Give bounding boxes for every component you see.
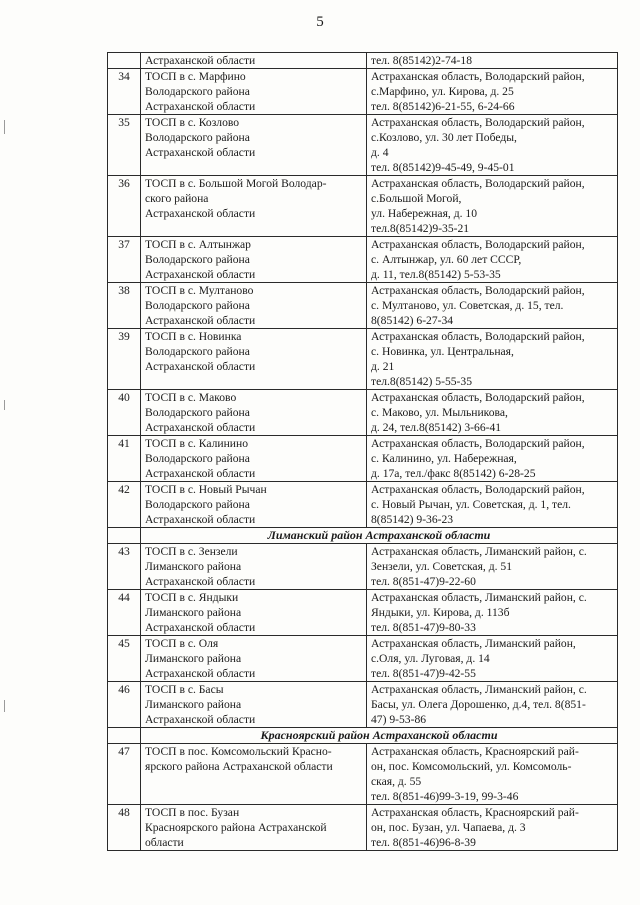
branch-address: Астраханская область, Красноярский рай- он, пос. Комсомольский, ул. Комсомоль- ская, д. 55 тел. 8(851-46)99-3-19, 99-3-46 [367, 744, 618, 805]
branch-name: ТОСП в с. Новый Рычан Володарского района Астраханской области [141, 482, 367, 528]
row-number: 40 [108, 390, 141, 436]
table-row [108, 682, 618, 728]
branch-name: ТОСП в с. Новинка Володарского района Астраханской области [141, 329, 367, 390]
table-row [108, 805, 618, 851]
row-number: 45 [108, 636, 141, 682]
branch-name: ТОСП в с. Мултаново Володарского района Астраханской области [141, 283, 367, 329]
row-number: 36 [108, 176, 141, 237]
section-blank-cell [108, 528, 141, 544]
branch-address: Астраханская область, Володарский район, с. Маково, ул. Мыльникова, д. 24, тел.8(85142) 3-66-41 [367, 390, 618, 436]
page-number: 5 [316, 14, 324, 30]
branch-address: Астраханская область, Лиманский район, с.Оля, ул. Луговая, д. 14 тел. 8(851-47)9-42-55 [367, 636, 618, 682]
scan-margin-mark [4, 400, 5, 410]
branch-address: Астраханская область, Лиманский район, с. Зензели, ул. Советская, д. 51 тел. 8(851-47)9-22-60 [367, 544, 618, 590]
branch-name: ТОСП в с. Калинино Володарского района Астраханской области [141, 436, 367, 482]
row-number: 38 [108, 283, 141, 329]
branches-table [107, 52, 618, 851]
table-row [108, 329, 618, 390]
branch-address: Астраханская область, Володарский район, с. Новый Рычан, ул. Советская, д. 1, тел. 8(85142) 9-36-23 [367, 482, 618, 528]
section-title: Красноярский район Астраханской области [141, 728, 618, 744]
branch-name: ТОСП в с. Марфино Володарского района Астраханской области [141, 69, 367, 115]
section-header-row [108, 528, 618, 544]
branches-table-container [107, 52, 617, 851]
branch-name: Астраханской области [141, 53, 367, 69]
branch-name: ТОСП в с. Басы Лиманского района Астраханской области [141, 682, 367, 728]
branch-name: ТОСП в с. Козлово Володарского района Астраханской области [141, 115, 367, 176]
row-number: 42 [108, 482, 141, 528]
branch-address: Астраханская область, Володарский район, с. Мултаново, ул. Советская, д. 15, тел. 8(85142) 6-27-34 [367, 283, 618, 329]
row-number [108, 53, 141, 69]
table-row [108, 390, 618, 436]
table-body [108, 53, 618, 851]
row-number: 43 [108, 544, 141, 590]
section-title: Лиманский район Астраханской области [141, 528, 618, 544]
branch-name: ТОСП в с. Оля Лиманского района Астраханской области [141, 636, 367, 682]
row-number: 47 [108, 744, 141, 805]
table-row [108, 744, 618, 805]
row-number: 48 [108, 805, 141, 851]
section-header-row [108, 728, 618, 744]
table-row [108, 69, 618, 115]
branch-name: ТОСП в с. Маково Володарского района Астраханской области [141, 390, 367, 436]
table-row [108, 544, 618, 590]
branch-address: Астраханская область, Лиманский район, с. Басы, ул. Олега Дорошенко, д.4, тел. 8(851- 47) 9-53-86 [367, 682, 618, 728]
branch-address: тел. 8(85142)2-74-18 [367, 53, 618, 69]
table-row [108, 590, 618, 636]
row-number: 34 [108, 69, 141, 115]
row-number: 46 [108, 682, 141, 728]
row-number: 44 [108, 590, 141, 636]
section-blank-cell [108, 728, 141, 744]
branch-name: ТОСП в пос. Бузан Красноярского района Астраханской области [141, 805, 367, 851]
row-number: 39 [108, 329, 141, 390]
branch-name: ТОСП в с. Большой Могой Володар- ского района Астраханской области [141, 176, 367, 237]
table-row [108, 53, 618, 69]
scan-margin-mark [4, 700, 5, 712]
table-row [108, 283, 618, 329]
branch-address: Астраханская область, Лиманский район, с. Яндыки, ул. Кирова, д. 113б тел. 8(851-47)9-80-33 [367, 590, 618, 636]
branch-name: ТОСП в с. Яндыки Лиманского района Астраханской области [141, 590, 367, 636]
branch-name: ТОСП в пос. Комсомольский Красно- ярского района Астраханской области [141, 744, 367, 805]
table-row [108, 115, 618, 176]
row-number: 41 [108, 436, 141, 482]
table-row [108, 436, 618, 482]
branch-address: Астраханская область, Володарский район, с.Большой Могой, ул. Набережная, д. 10 тел.8(85142)9-35-21 [367, 176, 618, 237]
table-row [108, 482, 618, 528]
branch-name: ТОСП в с. Алтынжар Володарского района Астраханской области [141, 237, 367, 283]
table-row [108, 636, 618, 682]
branch-address: Астраханская область, Володарский район, с. Новинка, ул. Центральная, д. 21 тел.8(85142) 5-55-35 [367, 329, 618, 390]
branch-name: ТОСП в с. Зензели Лиманского района Астраханской области [141, 544, 367, 590]
branch-address: Астраханская область, Красноярский рай- он, пос. Бузан, ул. Чапаева, д. 3 тел. 8(851-46)96-8-39 [367, 805, 618, 851]
row-number: 37 [108, 237, 141, 283]
row-number: 35 [108, 115, 141, 176]
branch-address: Астраханская область, Володарский район, с. Калинино, ул. Набережная, д. 17а, тел./факс 8(85142) 6-28-25 [367, 436, 618, 482]
branch-address: Астраханская область, Володарский район, с.Козлово, ул. 30 лет Победы, д. 4 тел. 8(85142)9-45-49, 9-45-01 [367, 115, 618, 176]
branch-address: Астраханская область, Володарский район, с. Алтынжар, ул. 60 лет СССР, д. 11, тел.8(85142) 5-53-35 [367, 237, 618, 283]
table-row [108, 237, 618, 283]
table-row [108, 176, 618, 237]
scan-margin-mark [4, 120, 5, 134]
branch-address: Астраханская область, Володарский район, с.Марфино, ул. Кирова, д. 25 тел. 8(85142)6-21-55, 6-24-66 [367, 69, 618, 115]
